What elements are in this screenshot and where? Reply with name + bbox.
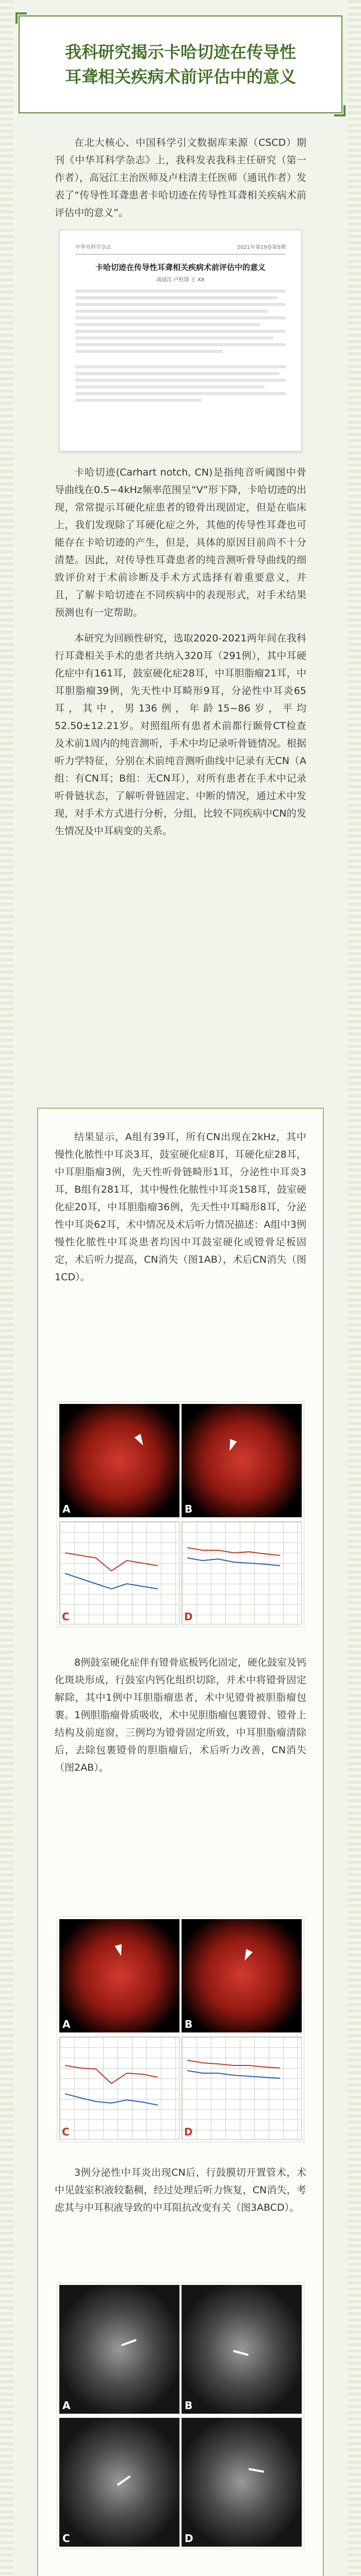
article-title-box bbox=[19, 15, 342, 113]
audiogram-2d: D bbox=[182, 2037, 302, 2140]
box-paragraph-1: 结果显示，A组有39耳，所有CN出现在2kHz，其中慢性化脓性中耳炎3耳，鼓室硬化症8耳，耳硬化症28耳，中耳胆脂瘤3例，先天性听骨链畸形1耳，分泌性中耳炎3耳，B组有281耳，其中慢性化脓性中耳炎158耳，鼓室硬化症20耳，中耳胆脂瘤36例，先天性中耳畸形8耳，分泌性中耳炎62耳，术中情况及术后听力情况描述：A组中3例慢性化脓性中耳炎患者均因中耳鼓室硬化或镫骨足板固定，术后听力提高，CN消失（图1AB），术后CN消失（图1CD）。 bbox=[55, 1131, 306, 1283]
intro-paragraph: 在北大核心、中国科学引文数据库来源（CSCD）期刊《中华耳科学杂志》上，我科发表我科主任研究（第一作者），高冠江主治医师及卢柱清主任医师（通讯作者）发表了“传导性耳聋患者卡哈切迹在传导性耳聋相关疾病术前评估中的意义”。 bbox=[55, 137, 306, 218]
figure-2 bbox=[57, 1917, 304, 2142]
figure-label-a: A bbox=[62, 1503, 71, 1515]
figure-label-c: C bbox=[62, 1611, 70, 1623]
results-text-1 bbox=[55, 1128, 306, 1294]
paper-snapshot-image bbox=[59, 230, 302, 451]
box-paragraph-2: 8例鼓室硬化症伴有镫骨底板钙化固定，硬化鼓室及钙化斑块形成，行鼓室内钙化组织切除，并术中将镫骨固定解除，其中1例中耳胆脂瘤患者，术中见镫骨被胆脂瘤包裹。1例胆脂瘤骨质吸收，术中见胆脂瘤包裹镫骨、镫骨上结构及前庭窗，三例均为镫骨固定所致，中耳胆脂瘤清除后，去除包裹镫骨的胆脂瘤后，术后听力改善，CN消失（图2AB）。 bbox=[55, 1657, 306, 1773]
figure-1 bbox=[57, 1401, 304, 1627]
results-text-2 bbox=[55, 1654, 306, 1785]
paper-journal-header bbox=[75, 244, 286, 255]
audiogram-2c: C bbox=[59, 2037, 179, 2140]
ct-image-3d: D bbox=[182, 2418, 302, 2547]
box-paragraph-3: 3例分泌性中耳炎出现CN后，行鼓膜切开置管术，术中见鼓室积液较黏稠，经过处理后听力恢复，CN消失，考虑其与中耳积液导致的中耳阻抗改变有关（图3ABCD）。 bbox=[55, 2167, 306, 2213]
article-title-line1: 我科研究揭示卡哈切迹在传导性 bbox=[64, 42, 296, 62]
paper-issue: 2021年第19卷第5期 bbox=[237, 245, 286, 250]
ct-image-3b: B bbox=[182, 2285, 302, 2414]
endoscope-image-b bbox=[182, 1404, 302, 1517]
endoscope-image-2b: B bbox=[182, 1919, 302, 2032]
article-title-line2: 耳聋相关疾病术前评估中的意义 bbox=[64, 67, 296, 87]
body-paragraph-1: 卡哈切迹(Carhart notch, CN)是指纯音听阈图中骨导曲线在0.5~4kHz频率范围呈“V”形下降，卡哈切迹的出现，常常提示耳硬化症患者的镫骨出现固定，但是在临床上，我们发现除了耳硬化症之外，其他的传导性耳聋也可能存在卡哈切迹的产生，但是，具体的原因目前尚不十分清楚。因此，对传导性耳聋患者的纯音测听骨导曲线的细致评价对于术前诊断及手术方式选择有着重要意义，并且，了解卡哈切迹在不同疾病中的表现形式，对手术结果预测也有一定帮助。 bbox=[55, 467, 306, 618]
intro-section bbox=[55, 134, 306, 848]
figure-3 bbox=[57, 2282, 304, 2549]
endoscope-image-a bbox=[59, 1404, 179, 1517]
ct-image-3a: A bbox=[59, 2285, 179, 2414]
audiogram-d bbox=[182, 1521, 302, 1624]
left-decorative-border bbox=[0, 0, 13, 2576]
figure-label-d: D bbox=[184, 1611, 193, 1623]
paper-journal-name: 中华耳科学杂志 bbox=[75, 245, 111, 250]
paper-authors: 高冠江 卢柱清 王 XX bbox=[156, 277, 205, 283]
audiogram-c bbox=[59, 1521, 179, 1624]
paper-title: 卡哈切迹在传导性耳聋相关疾病术前评估中的意义 bbox=[95, 263, 266, 272]
results-text-3 bbox=[55, 2164, 306, 2225]
right-decorative-border bbox=[348, 0, 361, 2576]
body-paragraph-2: 本研究为回顾性研究，选取2020-2021两年间在我科行耳聋相关手术的患者共纳入320耳（291例），其中耳硬化症中有161耳，鼓室硬化症28耳，中耳胆脂瘤21耳，中耳胆脂瘤39例，先天性中耳畸形9耳，分泌性中耳炎65耳，其中，男136例，年龄15~86岁，平均52.50±12.21岁。对照组所有患者术前都行颞骨CT检查及术前1周内的纯音测听，手术中均记录听骨链情况。根据听力学特征，分别在术前纯音测听曲线中记录有无CN（A组：有CN耳；B组：无CN耳），对所有患者在手术中记录听骨链状态，了解听骨链固定、中断的情况，通过术中发现，对手术方式进行分析，分组，比较不同疾病中CN的发生情况及中耳病变的关系。 bbox=[55, 633, 306, 837]
endoscope-image-2a: A bbox=[59, 1919, 179, 2032]
ct-image-3c: C bbox=[59, 2418, 179, 2547]
figure-label-b: B bbox=[185, 1503, 193, 1515]
